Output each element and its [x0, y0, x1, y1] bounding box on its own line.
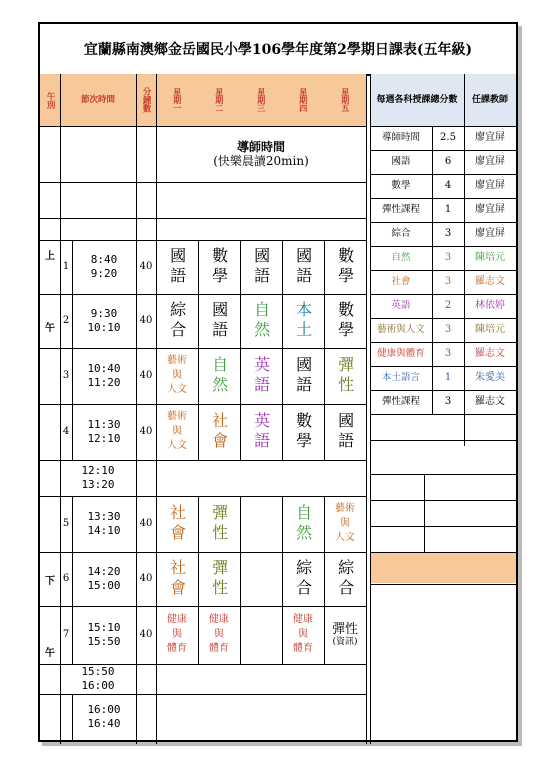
period-3-day-4: 國語	[293, 356, 313, 396]
period-no-7: 7	[62, 629, 70, 640]
cell-text-part: 藝術	[167, 411, 187, 423]
subject-hours-3: 1	[444, 204, 452, 215]
period-4-day-1	[156, 404, 198, 460]
subject-teacher-5: 陳培元	[475, 252, 505, 263]
period-7-day-2	[198, 606, 240, 664]
homeroom-title	[370, 552, 516, 584]
period-min-4: 40	[139, 426, 153, 437]
header-period-time: 節次時間	[80, 94, 115, 105]
grid-line	[198, 496, 199, 664]
period-min-2: 40	[139, 315, 153, 326]
period-4-day-4: 數學	[293, 412, 313, 452]
remedial-minutes	[136, 694, 156, 740]
enroll-male-count	[424, 474, 516, 500]
header-teacher: 任課教師	[471, 94, 508, 105]
period-no-4: 4	[62, 426, 70, 437]
cell-text-part: 與	[172, 425, 182, 437]
grid-line	[324, 496, 325, 664]
header-minutes: 分鐘數	[141, 87, 152, 113]
remedial-time-line: 16:40	[87, 717, 121, 730]
period-4-day-3: 英語	[251, 412, 271, 452]
subject-hours-11: 3	[444, 396, 452, 407]
cell-text-part: 藝術	[167, 355, 187, 367]
period-time-line: 9:20	[90, 267, 118, 280]
subject-teacher-9: 羅志文	[475, 348, 505, 359]
cell-text-part: 體育	[167, 643, 187, 655]
pm-label: 下 午	[45, 576, 55, 659]
period-time-1	[72, 240, 136, 294]
clean2-minutes	[136, 664, 156, 694]
cell-subject: 彈性	[331, 621, 358, 637]
cell-note: (資訊)	[332, 637, 358, 648]
period-7-day-4	[282, 606, 324, 664]
lunch-time-line: 13:20	[81, 478, 115, 491]
subject-teacher-2: 廖宜屏	[475, 180, 505, 191]
period-1-day-5: 數學	[335, 247, 355, 287]
cell-text-part: 與	[214, 628, 224, 640]
period-time-line: 13:30	[87, 510, 121, 524]
period-5-day-1: 社會	[167, 504, 187, 544]
clean-text	[156, 218, 366, 240]
grid-line	[424, 474, 425, 552]
period-time-line: 10:40	[87, 362, 121, 376]
period-1-day-2: 數學	[209, 247, 229, 287]
cell-text-part: 藝術	[335, 503, 355, 515]
subject-teacher-1: 廖宜屏	[475, 156, 505, 167]
cell-text-part: 健康	[209, 614, 229, 626]
period-2-day-4: 本土	[293, 301, 313, 341]
period-time-line: 14:20	[87, 565, 121, 579]
remedial-text	[156, 694, 366, 740]
period-time-line: 11:30	[87, 418, 121, 432]
period-2-day-1: 綜合	[167, 301, 187, 341]
subject-teacher-7: 林依婷	[475, 300, 505, 311]
subject-hours-6: 3	[444, 276, 452, 287]
homeroom-name	[370, 584, 516, 740]
cell-text-part: 健康	[293, 614, 313, 626]
header-day-2: 星期二	[214, 88, 225, 112]
enroll-female-label	[370, 500, 424, 526]
grid-line	[282, 240, 283, 460]
period-3-day-5: 彈性	[335, 356, 355, 396]
period-time-3	[72, 348, 136, 404]
subject-name-3: 彈性課程	[381, 204, 420, 216]
subject-hours-7: 2	[444, 300, 452, 311]
subject-teacher-4: 廖宜屏	[475, 228, 505, 239]
period-min-5: 40	[139, 518, 153, 529]
flag-minutes	[136, 182, 156, 218]
grid-line	[240, 496, 241, 664]
period-no-6: 6	[62, 573, 70, 584]
subject-teacher-0: 廖宜屏	[475, 132, 505, 143]
cell-text-part: 與	[298, 628, 308, 640]
period-6-day-2: 彈性	[209, 559, 229, 599]
subject-name-7: 英語	[391, 300, 411, 312]
subject-hours-10: 1	[444, 372, 452, 383]
subject-name-11: 彈性課程	[381, 396, 420, 408]
enroll-total-label	[370, 526, 424, 552]
period-3-day-3: 英語	[251, 356, 271, 396]
timetable-page	[38, 22, 518, 742]
period-5-day-4: 自然	[293, 504, 313, 544]
enroll-total-count	[424, 526, 516, 552]
period-6-day-5: 綜合	[335, 559, 355, 599]
period-3-day-2: 自然	[209, 356, 229, 396]
period-2-day-3: 自然	[251, 301, 271, 341]
grid-line	[432, 126, 433, 414]
page-title: 宜蘭縣南澳鄉金岳國民小學106學年度第2學期日課表(五年級)	[40, 24, 516, 76]
period-time-2	[72, 294, 136, 348]
clean2-time	[60, 664, 136, 694]
cell-text-part: 體育	[209, 643, 229, 655]
period-time-line: 10:10	[87, 321, 121, 334]
remedial-time-line: 16:00	[87, 703, 121, 717]
period-time-line: 15:10	[87, 621, 121, 635]
subject-name-10: 本土語言	[381, 372, 420, 384]
subject-hours-9: 3	[444, 348, 452, 359]
mentor-time	[60, 126, 136, 182]
cell-text-part: 人文	[167, 384, 187, 396]
period-7-day-5	[324, 606, 366, 664]
lunch-time-line: 12:10	[81, 464, 115, 478]
lunch-time	[60, 460, 136, 496]
subject-name-4: 綜合	[391, 228, 411, 240]
period-time-line: 9:30	[90, 307, 118, 321]
period-no-3: 3	[62, 370, 70, 381]
grid-line	[282, 496, 283, 664]
enroll-male-label	[370, 474, 424, 500]
subject-hours-4: 3	[444, 228, 452, 239]
total-value	[432, 414, 516, 440]
subject-name-2: 數學	[391, 180, 411, 192]
period-no-2: 2	[62, 315, 70, 326]
subject-teacher-6: 羅志文	[475, 276, 505, 287]
cell-text-part: 健康	[167, 614, 187, 626]
period-5-day-5	[324, 496, 366, 552]
flag-text	[156, 182, 366, 218]
period-no-5: 5	[62, 518, 70, 529]
clean2-text	[156, 664, 366, 694]
header-day-3: 星期三	[256, 88, 267, 112]
period-6-day-4: 綜合	[293, 559, 313, 599]
clean-time	[60, 218, 136, 240]
period-7-day-1	[156, 606, 198, 664]
period-1-day-3: 國語	[251, 247, 271, 287]
remedial-time	[72, 694, 136, 740]
mentor-minutes	[136, 126, 156, 182]
enroll-female-count	[424, 500, 516, 526]
subject-name-6: 社會	[391, 276, 411, 288]
period-6-day-1: 社會	[167, 559, 187, 599]
cell-text-part: 體育	[293, 643, 313, 655]
mentor-text	[156, 126, 366, 182]
period-time-7	[72, 606, 136, 664]
period-time-line: 15:00	[87, 579, 121, 592]
cell-text-part: 與	[172, 628, 182, 640]
flag-time	[60, 182, 136, 218]
period-6-day-3	[240, 552, 282, 606]
subject-name-0: 導師時間	[381, 132, 420, 144]
panel-divider	[366, 74, 367, 744]
clean2-time-line: 16:00	[81, 679, 115, 692]
cell-text-part: 人文	[167, 440, 187, 452]
period-time-line: 11:20	[87, 376, 121, 389]
subject-hours-5: 3	[444, 252, 452, 263]
subject-hours-2: 4	[444, 180, 452, 191]
period-time-5	[72, 496, 136, 552]
period-time-4	[72, 404, 136, 460]
period-time-line: 14:10	[87, 524, 121, 537]
period-min-1: 40	[139, 261, 153, 272]
subject-name-5: 自然	[391, 252, 411, 264]
subject-teacher-8: 陳培元	[475, 324, 505, 335]
subject-name-8: 藝術與人文	[377, 324, 425, 336]
cell-text-part: 人文	[335, 532, 355, 544]
subject-teacher-10: 朱愛美	[475, 372, 505, 383]
period-time-line: 12:10	[87, 432, 121, 445]
clean-minutes	[136, 218, 156, 240]
period-no-1: 1	[62, 261, 70, 272]
period-7-day-3	[240, 606, 282, 664]
clean2-time-line: 15:50	[81, 665, 115, 679]
mentor-title: 導師時間	[236, 139, 285, 154]
header-weekly-hours: 每週各科授課總分數	[376, 94, 458, 105]
period-time-line: 8:40	[90, 253, 118, 267]
period-5-day-3	[240, 496, 282, 552]
subject-hours-8: 3	[444, 324, 452, 335]
am-label: 上 午	[45, 251, 55, 334]
period-3-day-1	[156, 348, 198, 404]
period-time-line: 15:50	[87, 635, 121, 648]
remedial-no	[60, 694, 72, 740]
period-4-day-5: 國語	[335, 412, 355, 452]
cell-text-part: 與	[172, 369, 182, 381]
period-min-7: 40	[139, 629, 153, 640]
cell-text-part: 與	[340, 517, 350, 529]
grid-line	[240, 240, 241, 460]
period-2-day-2: 國語	[209, 301, 229, 341]
subject-hours-0: 2.5	[440, 132, 456, 143]
header-day-4: 星期四	[298, 88, 309, 112]
period-2-day-5: 數學	[335, 301, 355, 341]
header-day-1: 星期一	[172, 88, 183, 112]
lunch-text	[156, 460, 366, 496]
grid-line	[198, 240, 199, 460]
period-min-6: 40	[139, 573, 153, 584]
mentor-subtitle: (快樂晨讀20min)	[213, 154, 309, 168]
subject-hours-1: 6	[444, 156, 452, 167]
period-4-day-2: 社會	[209, 412, 229, 452]
period-min-3: 40	[139, 370, 153, 381]
subject-teacher-3: 廖宜屏	[475, 204, 505, 215]
period-time-6	[72, 552, 136, 606]
enroll-title	[370, 440, 516, 474]
grid-line	[324, 240, 325, 460]
subject-teacher-11: 羅志文	[475, 396, 505, 407]
total-label	[370, 414, 432, 440]
subject-name-1: 國語	[391, 156, 411, 168]
subject-name-9: 健康與體育	[377, 348, 425, 360]
period-5-day-2: 彈性	[209, 504, 229, 544]
header-ampm: 午別	[45, 91, 56, 109]
period-1-day-4: 國語	[293, 247, 313, 287]
period-1-day-1: 國語	[167, 247, 187, 287]
header-day-5: 星期五	[340, 88, 351, 112]
